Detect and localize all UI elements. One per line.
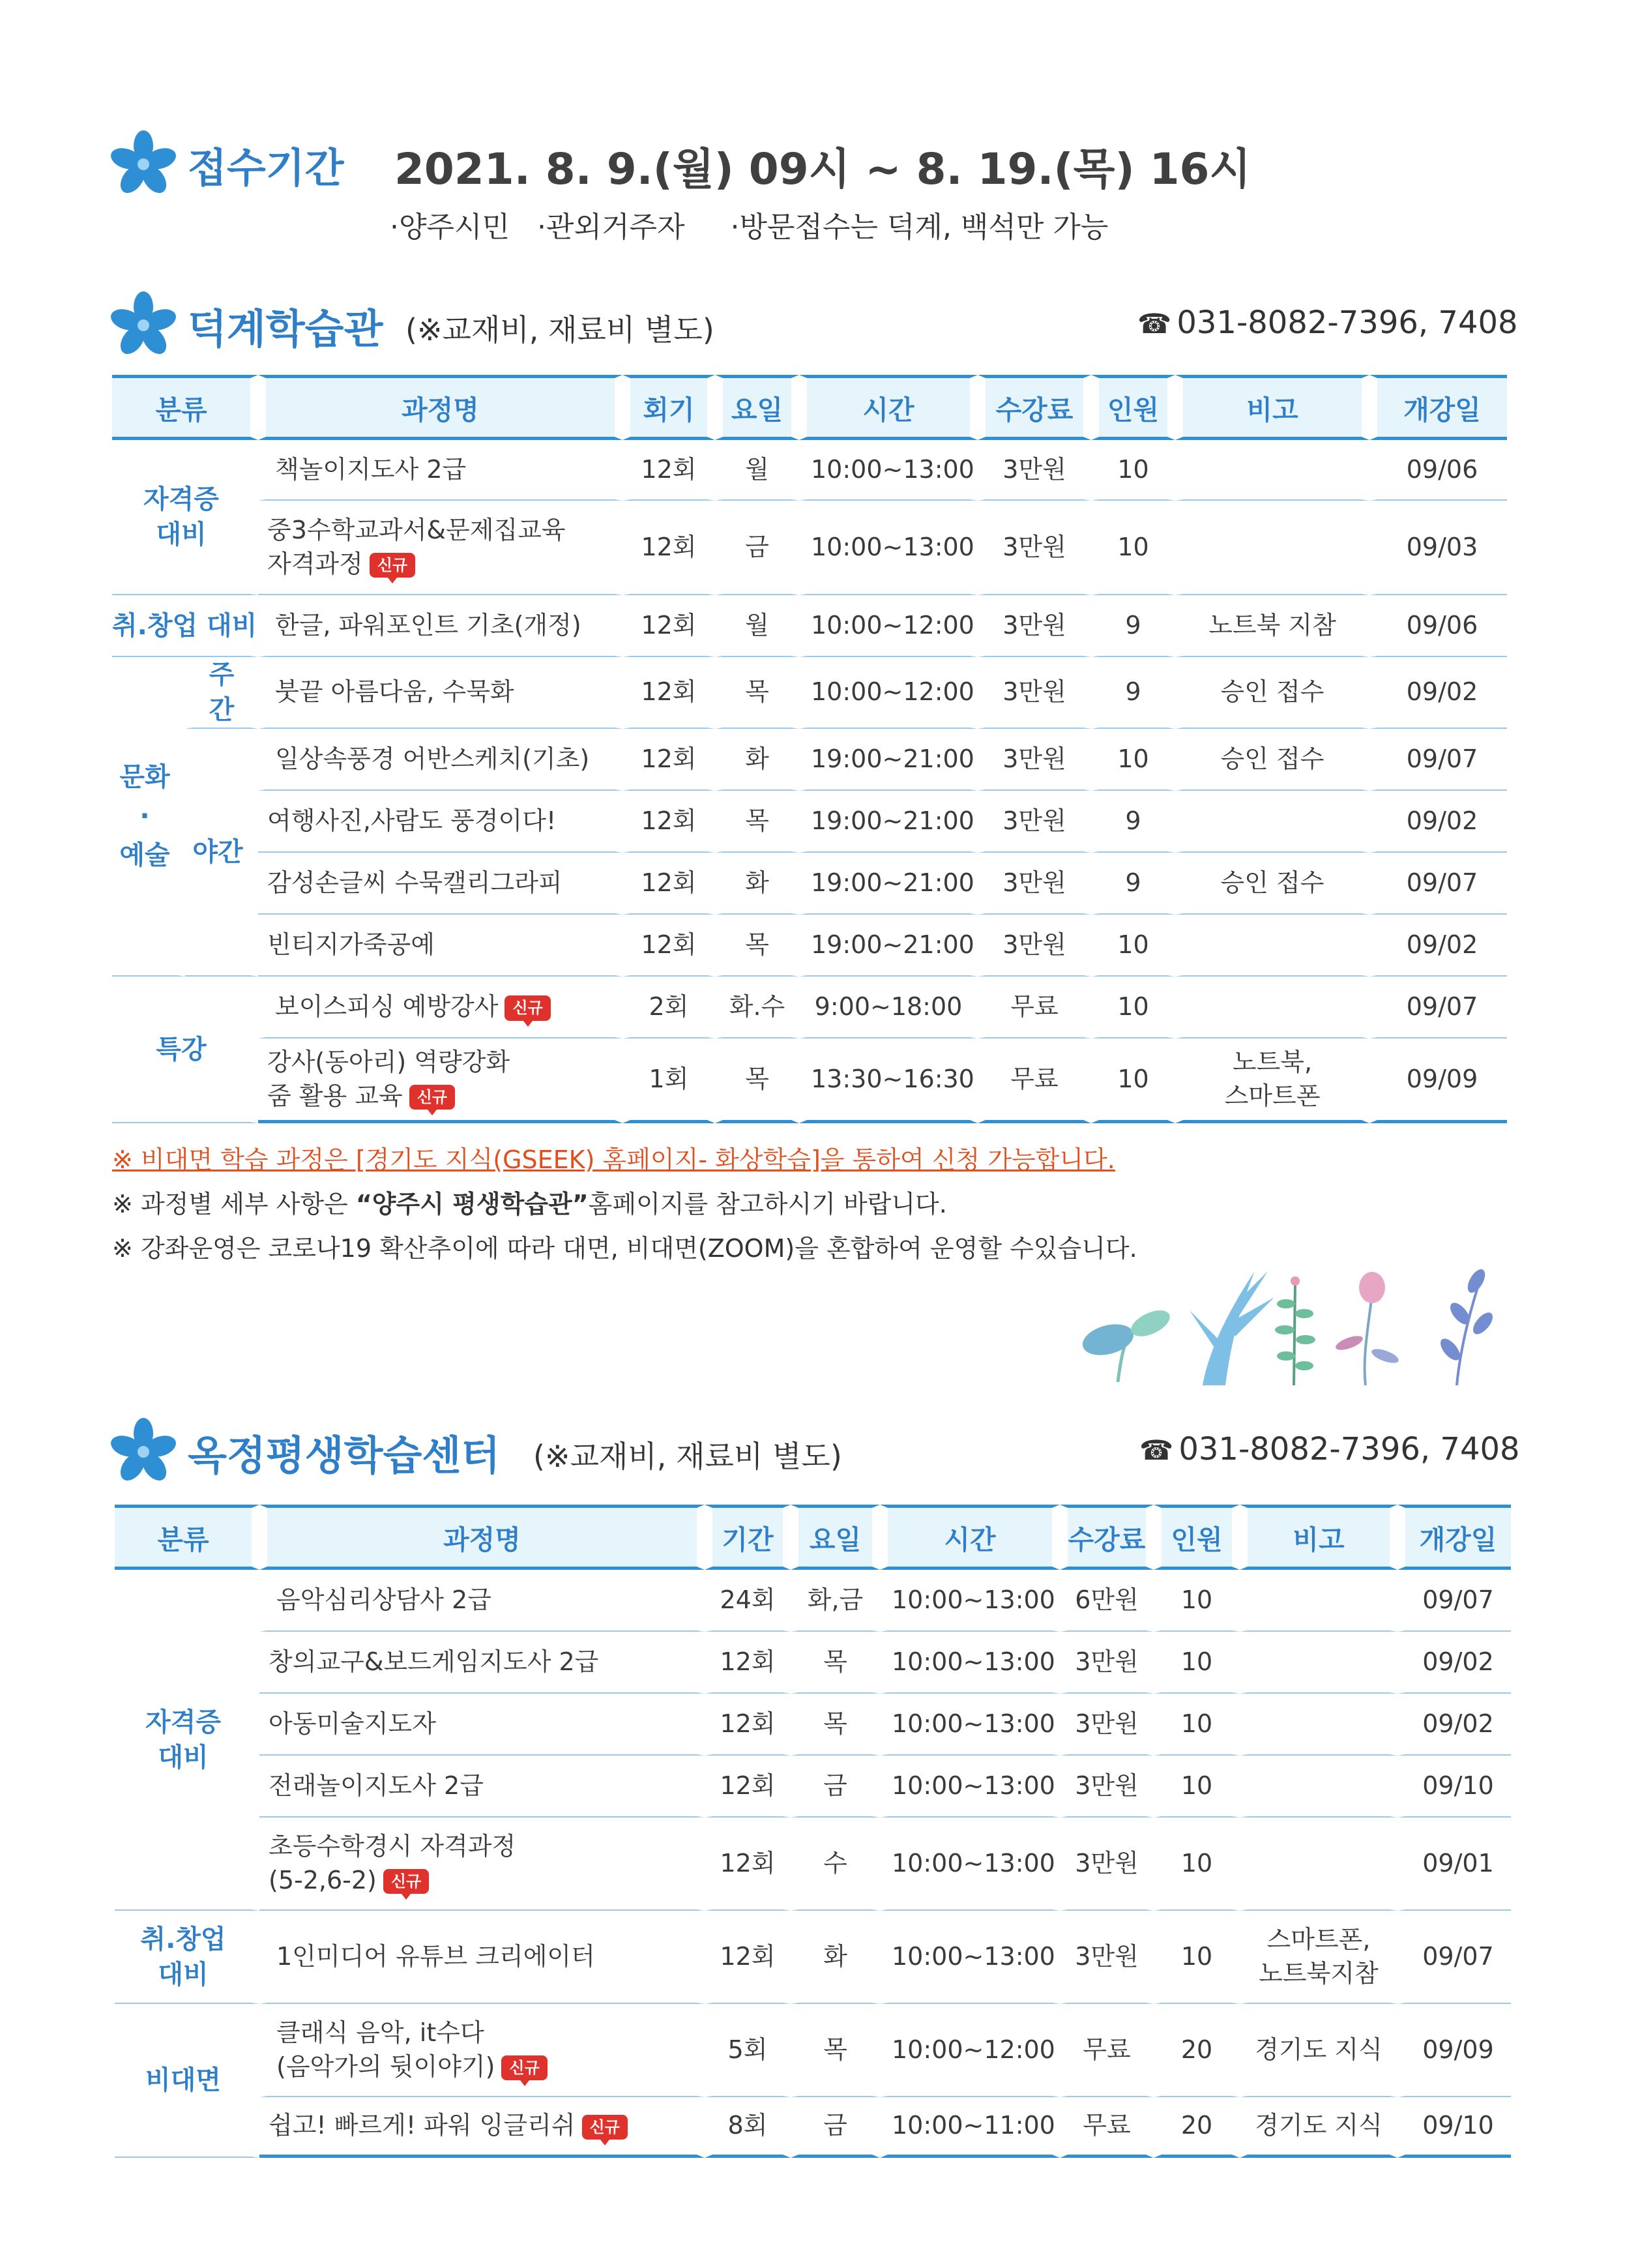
table-row: [115, 1570, 1511, 1632]
table-row: [115, 2097, 1511, 2158]
category-special: 특강: [112, 977, 258, 1123]
header-note: 비고: [1175, 375, 1369, 440]
fee: 3만원: [978, 915, 1091, 977]
new-badge: 신규: [582, 2115, 628, 2140]
time: 10:00~12:00: [799, 595, 978, 657]
condition-nonresident: ·관외거주자: [536, 211, 685, 244]
header-category: 분류: [115, 1505, 259, 1570]
note: [1175, 915, 1369, 977]
table-row: [112, 853, 1507, 915]
day: 목: [791, 1632, 880, 1694]
table-row: [112, 915, 1507, 977]
section1-phone-number: 031-8082-7396, 7408: [1177, 304, 1518, 341]
time: 10:00~13:00: [880, 1911, 1060, 2004]
table-row: [115, 1756, 1511, 1818]
new-badge: 신규: [505, 995, 550, 1020]
day: 월: [715, 595, 799, 657]
start-date: 09/02: [1369, 915, 1507, 977]
capacity: 10: [1154, 1694, 1240, 1756]
course-name: 여행사진,사람도 풍경이다!: [258, 791, 622, 853]
section2-title: 옥정평생학습센터: [188, 1432, 501, 1479]
sessions: 12회: [622, 657, 715, 729]
category-culture: 문화 · 예술: [112, 657, 185, 977]
course-name-text: 중3수학교과서&문제집교육 자격과정: [267, 516, 566, 578]
section2-phone-number: 031-8082-7396, 7408: [1178, 1431, 1520, 1467]
sessions: 12회: [705, 1756, 791, 1818]
subcategory-night: 야간: [185, 729, 258, 977]
table-row: [112, 501, 1507, 595]
capacity: 9: [1091, 791, 1175, 853]
start-date: 09/02: [1369, 791, 1507, 853]
note: [1175, 440, 1369, 501]
day: 화.수: [715, 977, 799, 1038]
start-date: 09/02: [1397, 1632, 1511, 1694]
fee: 3만원: [1060, 1756, 1154, 1818]
fee: 무료: [1060, 2097, 1154, 2158]
capacity: 10: [1154, 1756, 1240, 1818]
day: 목: [791, 2004, 880, 2097]
time: 19:00~21:00: [799, 915, 978, 977]
fee: 3만원: [978, 791, 1091, 853]
sessions: 12회: [622, 791, 715, 853]
note: [1240, 1694, 1397, 1756]
day: 목: [715, 657, 799, 729]
course-name-text: 강사(동아리) 역량강화 줌 활용 교육: [267, 1048, 510, 1110]
table-row: [115, 2004, 1511, 2097]
subcategory-day: 주간: [185, 657, 258, 729]
table-row: [115, 1911, 1511, 2004]
day: 월: [715, 440, 799, 501]
sessions: 12회: [622, 440, 715, 501]
section2-note: (※교재비, 재료비 별도): [533, 1439, 842, 1474]
start-date: 09/07: [1369, 729, 1507, 791]
notes-block: [112, 1138, 1546, 1271]
start-date: 09/02: [1397, 1694, 1511, 1756]
fee: 3만원: [978, 729, 1091, 791]
start-date: 09/07: [1369, 977, 1507, 1038]
table-row: [112, 595, 1507, 657]
day: 목: [715, 1038, 799, 1123]
fee: 3만원: [978, 853, 1091, 915]
capacity: 9: [1091, 595, 1175, 657]
fee: 3만원: [1060, 1818, 1154, 1911]
header-note: 비고: [1240, 1505, 1397, 1570]
flower-bullet-icon: [111, 1418, 176, 1483]
fee: 무료: [1060, 2004, 1154, 2097]
time: 10:00~12:00: [799, 657, 978, 729]
start-date: 09/07: [1397, 1570, 1511, 1632]
course-name: 1인미디어 유튜브 크리에이터: [259, 1911, 705, 2004]
note-homepage-pre: ※ 과정별 세부 사항은: [112, 1190, 356, 1218]
phone-icon: ☎: [1139, 1434, 1174, 1466]
sessions: 12회: [622, 595, 715, 657]
course-name: 전래놀이지도사 2급: [259, 1756, 705, 1818]
category-cert: 자격증 대비: [112, 440, 258, 595]
capacity: 10: [1091, 977, 1175, 1038]
note-online-gseek: ※ 비대면 학습 과정은 [경기도 지식(GSEEK) 홈페이지- 화상학습]을 통하여 신청 가능합니다.: [112, 1145, 1115, 1174]
time: 19:00~21:00: [799, 729, 978, 791]
capacity: 10: [1091, 440, 1175, 501]
sessions: 12회: [705, 1694, 791, 1756]
category-job: 취.창업 대비: [112, 595, 258, 657]
okjeong-schedule-table: [115, 1505, 1511, 2158]
header-time: 시간: [799, 375, 978, 440]
note: 승인 접수: [1175, 853, 1369, 915]
time: 10:00~12:00: [880, 2004, 1060, 2097]
header-start: 개강일: [1397, 1505, 1511, 1570]
course-name-text: 쉽고! 빠르게! 파워 잉글리쉬: [269, 2111, 576, 2140]
header-capacity: 인원: [1091, 375, 1175, 440]
table-row: [115, 1694, 1511, 1756]
capacity: 10: [1154, 1570, 1240, 1632]
course-name: [259, 2004, 705, 2097]
note: [1240, 1570, 1397, 1632]
capacity: 20: [1154, 2004, 1240, 2097]
deokgye-schedule-table: [112, 375, 1507, 1123]
start-date: 09/06: [1369, 440, 1507, 501]
time: 10:00~13:00: [880, 1756, 1060, 1818]
day: 금: [715, 501, 799, 595]
section1-note: (※교재비, 재료비 별도): [405, 312, 714, 347]
time: 10:00~13:00: [799, 440, 978, 501]
sessions: 8회: [705, 2097, 791, 2158]
course-name: 감성손글씨 수묵캘리그라피: [258, 853, 622, 915]
note: [1240, 1818, 1397, 1911]
header-course: 과정명: [258, 375, 622, 440]
capacity: 20: [1154, 2097, 1240, 2158]
note: 경기도 지식: [1240, 2004, 1397, 2097]
course-name: 빈티지가죽공예: [258, 915, 622, 977]
capacity: 10: [1091, 915, 1175, 977]
course-name: 일상속풍경 어반스케치(기초): [258, 729, 622, 791]
header-category: 분류: [112, 375, 258, 440]
time: 19:00~21:00: [799, 853, 978, 915]
sessions: 12회: [622, 729, 715, 791]
day: 금: [791, 2097, 880, 2158]
start-date: 09/10: [1397, 1756, 1511, 1818]
note: 경기도 지식: [1240, 2097, 1397, 2158]
new-badge: 신규: [501, 2055, 547, 2080]
start-date: 09/07: [1397, 1911, 1511, 2004]
capacity: 10: [1091, 1038, 1175, 1123]
course-name: 아동미술지도자: [259, 1694, 705, 1756]
condition-visit: ·방문접수는 덕계, 백석만 가능: [730, 211, 1109, 244]
course-name: 음악심리상담사 2급: [259, 1570, 705, 1632]
header-fee: 수강료: [978, 375, 1091, 440]
sessions: 24회: [705, 1570, 791, 1632]
start-date: 09/07: [1369, 853, 1507, 915]
new-badge: 신규: [409, 1085, 455, 1110]
start-date: 09/03: [1369, 501, 1507, 595]
sessions: 12회: [622, 501, 715, 595]
start-date: 09/10: [1397, 2097, 1511, 2158]
day: 목: [715, 915, 799, 977]
category-online: 비대면: [115, 2004, 259, 2158]
time: 10:00~13:00: [880, 1694, 1060, 1756]
fee: 6만원: [1060, 1570, 1154, 1632]
reception-period: 2021. 8. 9.(월) 09시 ~ 8. 19.(목) 16시: [394, 144, 1251, 194]
note: 승인 접수: [1175, 729, 1369, 791]
phone-icon: ☎: [1137, 308, 1172, 340]
course-name: [258, 1038, 622, 1123]
watercolor-plants-illustration: [1079, 1258, 1502, 1389]
note-covid: ※ 강좌운영은 코로나19 확산추이에 따라 대면, 비대면(ZOOM)을 혼합하여 운영할 수있습니다.: [112, 1234, 1137, 1263]
header-time: 시간: [880, 1505, 1060, 1570]
time: 10:00~13:00: [880, 1570, 1060, 1632]
sessions: 12회: [622, 915, 715, 977]
sessions: 2회: [622, 977, 715, 1038]
course-name: 한글, 파워포인트 기초(개정): [258, 595, 622, 657]
fee: 3만원: [978, 657, 1091, 729]
sessions: 12회: [705, 1911, 791, 2004]
course-name-text: 클래식 음악, it수다 (음악가의 뒷이야기): [276, 2018, 495, 2081]
header-capacity: 인원: [1154, 1505, 1240, 1570]
table-row: [112, 657, 1507, 729]
start-date: 09/09: [1369, 1038, 1507, 1123]
note: [1175, 501, 1369, 595]
time: 13:30~16:30: [799, 1038, 978, 1123]
time: 19:00~21:00: [799, 791, 978, 853]
table-row: [112, 977, 1507, 1038]
sessions: 12회: [705, 1632, 791, 1694]
note: 스마트폰, 노트북지참: [1240, 1911, 1397, 2004]
fee: 3만원: [978, 501, 1091, 595]
reception-conditions: [390, 203, 1108, 245]
course-name: [258, 977, 622, 1038]
header-course: 과정명: [259, 1505, 705, 1570]
time: 10:00~13:00: [880, 1818, 1060, 1911]
time: 9:00~18:00: [799, 977, 978, 1038]
day: 수: [791, 1818, 880, 1911]
category-job: 취.창업 대비: [115, 1911, 259, 2004]
start-date: 09/02: [1369, 657, 1507, 729]
reception-title: 접수기간: [188, 144, 344, 192]
header-start: 개강일: [1369, 375, 1507, 440]
section1-phone: [1137, 304, 1518, 341]
flower-bullet-icon: [111, 291, 176, 357]
fee: 무료: [978, 977, 1091, 1038]
sessions: 12회: [705, 1818, 791, 1911]
capacity: 10: [1091, 729, 1175, 791]
new-badge: 신규: [370, 553, 415, 578]
fee: 3만원: [1060, 1632, 1154, 1694]
note: [1175, 791, 1369, 853]
capacity: 10: [1154, 1911, 1240, 2004]
header-period: 기간: [705, 1505, 791, 1570]
fee: 3만원: [978, 440, 1091, 501]
header-sessions: 회기: [622, 375, 715, 440]
note: 승인 접수: [1175, 657, 1369, 729]
time: 10:00~13:00: [880, 1632, 1060, 1694]
day: 화: [715, 853, 799, 915]
course-name-text: 초등수학경시 자격과정 (5-2,6-2): [269, 1832, 516, 1894]
fee: 무료: [978, 1038, 1091, 1123]
note: 노트북, 스마트폰: [1175, 1038, 1369, 1123]
course-name: 붓끝 아름다움, 수묵화: [258, 657, 622, 729]
note-homepage: [112, 1182, 1546, 1226]
time: 10:00~13:00: [799, 501, 978, 595]
day: 목: [791, 1694, 880, 1756]
new-badge: 신규: [383, 1869, 429, 1894]
header-day: 요일: [715, 375, 799, 440]
note: [1240, 1756, 1397, 1818]
sessions: 5회: [705, 2004, 791, 2097]
sessions: 12회: [622, 853, 715, 915]
day: 금: [791, 1756, 880, 1818]
day: 화: [715, 729, 799, 791]
table-row: [112, 791, 1507, 853]
course-name: [258, 501, 622, 595]
table-row: [112, 1038, 1507, 1123]
note: [1240, 1632, 1397, 1694]
day: 화,금: [791, 1570, 880, 1632]
fee: 3만원: [1060, 1911, 1154, 2004]
course-name: 창의교구&보드게임지도사 2급: [259, 1632, 705, 1694]
table-row: [112, 729, 1507, 791]
capacity: 10: [1154, 1632, 1240, 1694]
fee: 3만원: [978, 595, 1091, 657]
start-date: 09/09: [1397, 2004, 1511, 2097]
section1-title: 덕계학습관: [188, 305, 383, 353]
note: 노트북 지참: [1175, 595, 1369, 657]
day: 화: [791, 1911, 880, 2004]
course-name: [259, 2097, 705, 2158]
course-name: [259, 1818, 705, 1911]
fee: 3만원: [1060, 1694, 1154, 1756]
course-name-text: 보이스피싱 예방강사: [275, 992, 499, 1021]
capacity: 10: [1091, 501, 1175, 595]
day: 목: [715, 791, 799, 853]
section2-phone: [1139, 1431, 1520, 1467]
header-day: 요일: [791, 1505, 880, 1570]
table-row: [112, 440, 1507, 501]
condition-resident: ·양주시민: [390, 211, 510, 244]
note-homepage-post: 홈페이지를 참고하시기 바랍니다.: [588, 1190, 947, 1218]
note-homepage-name: “양주시 평생학습관”: [355, 1190, 589, 1218]
note: [1175, 977, 1369, 1038]
capacity: 10: [1154, 1818, 1240, 1911]
start-date: 09/01: [1397, 1818, 1511, 1911]
sessions: 1회: [622, 1038, 715, 1123]
flower-bullet-icon: [111, 130, 176, 196]
capacity: 9: [1091, 853, 1175, 915]
time: 10:00~11:00: [880, 2097, 1060, 2158]
course-name: 책놀이지도사 2급: [258, 440, 622, 501]
table-row: [115, 1818, 1511, 1911]
header-fee: 수강료: [1060, 1505, 1154, 1570]
table-row: [115, 1632, 1511, 1694]
start-date: 09/06: [1369, 595, 1507, 657]
capacity: 9: [1091, 657, 1175, 729]
category-cert: 자격증 대비: [115, 1570, 259, 1911]
